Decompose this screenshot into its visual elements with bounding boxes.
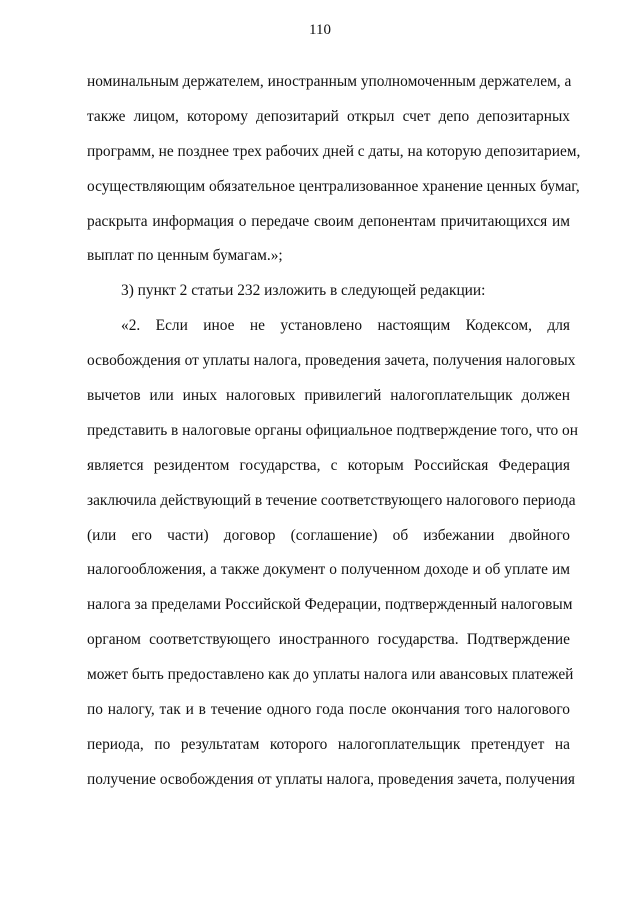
text-line: раскрыта информация о передаче своим депонентам причитающихся им xyxy=(87,212,570,230)
page-number: 110 xyxy=(309,22,331,38)
text-line: налога за пределами Российской Федерации, подтвержденный налоговым xyxy=(87,596,573,614)
text-line: может быть предоставлено как до уплаты налога или авансовых платежей xyxy=(87,666,574,684)
text-line: представить в налоговые органы официальное подтверждение того, что он xyxy=(87,421,578,439)
text-line: освобождения от уплаты налога, проведения зачета, получения налоговых xyxy=(87,352,576,370)
text-line: (или его части) договор (соглашение) об избежании двойного xyxy=(87,526,570,544)
text-line: программ, не позднее трех рабочих дней с даты, на которую депозитарием, xyxy=(87,142,581,160)
text-line: осуществляющим обязательное централизованное хранение ценных бумаг, xyxy=(87,177,580,195)
text-line: «2. Если иное не установлено настоящим Кодексом, для xyxy=(121,317,570,335)
text-line: выплат по ценным бумагам.»; xyxy=(87,247,283,265)
text-line: также лицом, которому депозитарий открыл счет депо депозитарных xyxy=(87,107,570,125)
text-line: 3) пункт 2 статьи 232 изложить в следующей редакции: xyxy=(121,282,486,300)
text-line: органом соответствующего иностранного государства. Подтверждение xyxy=(87,631,570,649)
text-line: по налогу, так и в течение одного года после окончания того налогового xyxy=(87,701,570,719)
text-line: налогообложения, а также документ о полученном доходе и об уплате им xyxy=(87,561,570,579)
document-body xyxy=(87,65,581,798)
text-line: номинальным держателем, иностранным уполномоченным держателем, а xyxy=(87,73,572,90)
text-line: заключила действующий в течение соответствующего налогового периода xyxy=(87,491,576,509)
text-line: является резидентом государства, с которым Российская Федерация xyxy=(87,456,570,474)
text-line: получение освобождения от уплаты налога, проведения зачета, получения xyxy=(87,770,575,788)
text-line: вычетов или иных налоговых привилегий налогоплательщик должен xyxy=(87,387,570,405)
text-line: периода, по результатам которого налогоплательщик претендует на xyxy=(87,735,570,753)
